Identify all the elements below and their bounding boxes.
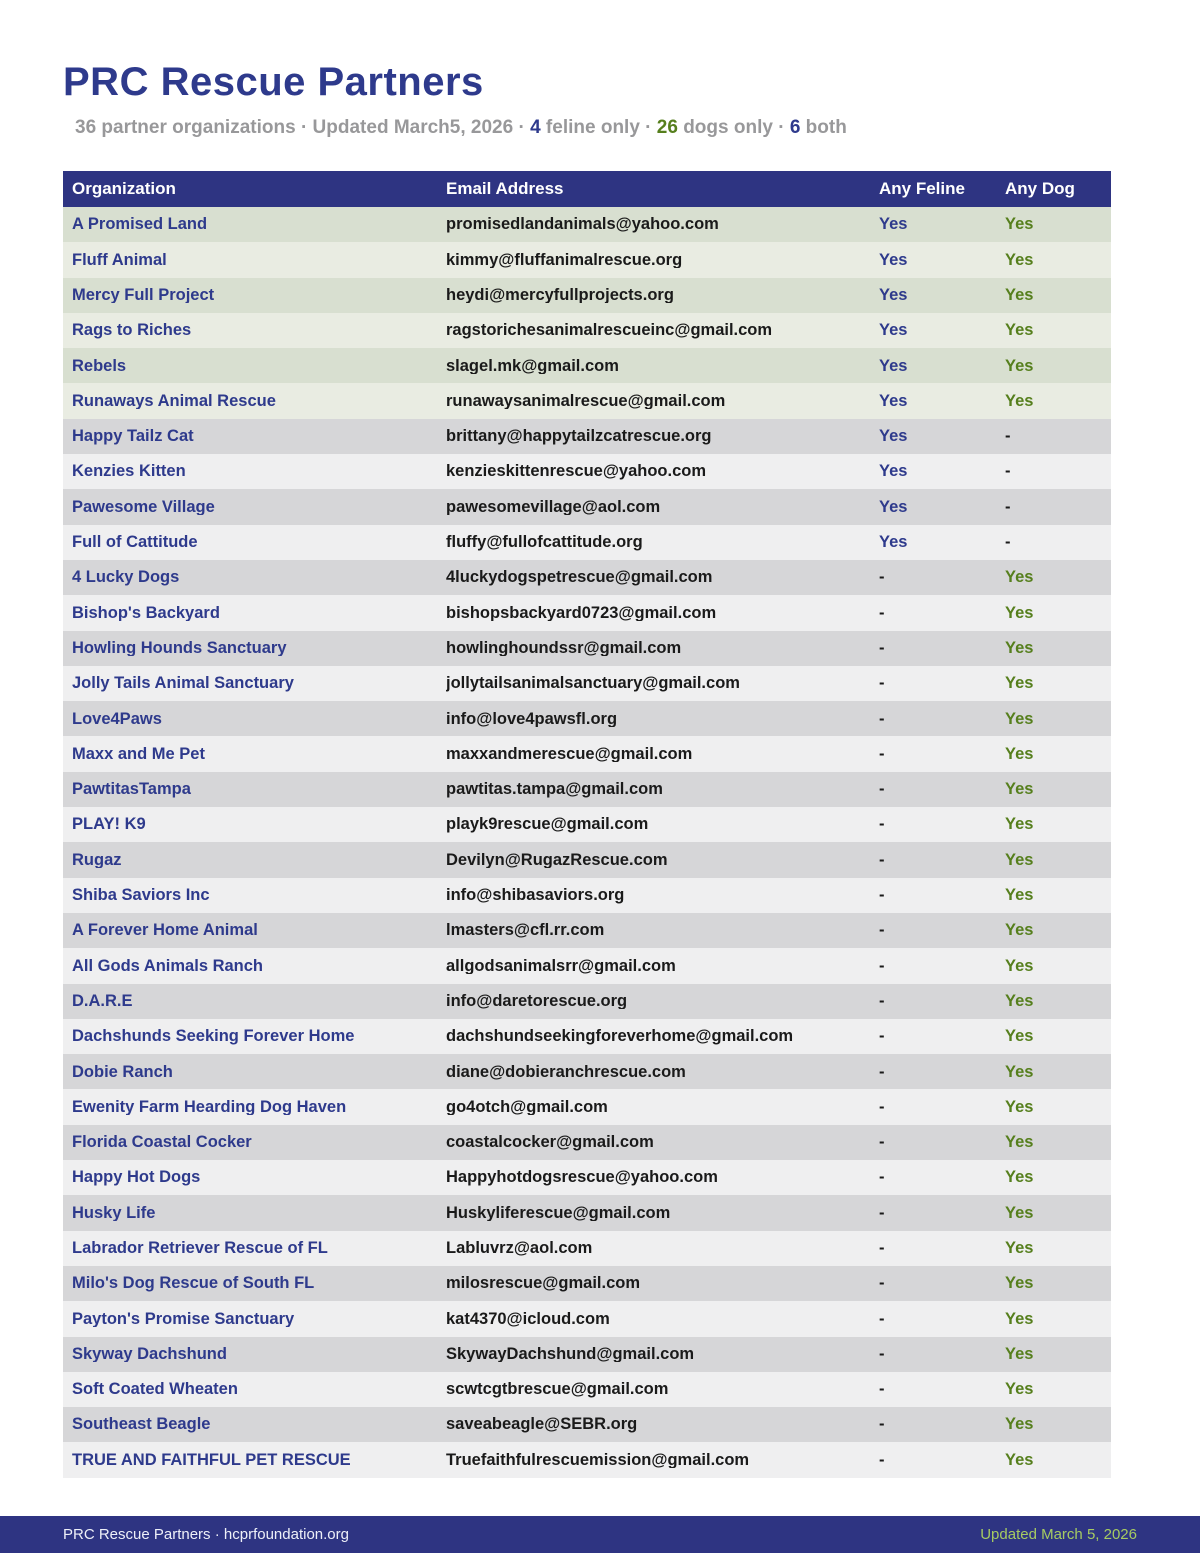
feline-cell: - [879, 604, 885, 622]
table-row [63, 1301, 1111, 1336]
dog-cell: Yes [1005, 1310, 1034, 1328]
feline-cell: - [879, 1310, 885, 1328]
feline-cell: - [879, 957, 885, 975]
table-row [63, 1054, 1111, 1089]
feline-cell: - [879, 710, 885, 728]
dog-cell: Yes [1005, 216, 1034, 233]
email-cell: allgodsanimalsrr@gmail.com [446, 957, 676, 975]
table-row [63, 984, 1111, 1019]
table-row [63, 1160, 1111, 1195]
org-cell: Labrador Retriever Rescue of FL [72, 1240, 328, 1257]
org-cell: Howling Hounds Sanctuary [72, 639, 287, 657]
email-cell: jollytailsanimalsanctuary@gmail.com [446, 675, 740, 692]
dog-cell: Yes [1005, 922, 1034, 939]
table-row [63, 1372, 1111, 1407]
dog-cell: Yes [1005, 1204, 1034, 1222]
email-cell: dachshundseekingforeverhome@gmail.com [446, 1028, 794, 1045]
dog-cell: Yes [1005, 781, 1034, 798]
email-cell: playk9rescue@gmail.com [446, 816, 649, 833]
table-row [63, 454, 1111, 489]
dog-cell: - [1005, 428, 1011, 445]
feline-cell: - [879, 1240, 885, 1257]
feline-cell: - [879, 675, 885, 692]
org-cell: A Forever Home Animal [72, 922, 258, 939]
org-cell: Shiba Saviors Inc [72, 887, 210, 904]
dog-cell: Yes [1005, 851, 1034, 869]
email-cell: pawesomevillage@aol.com [446, 498, 661, 516]
dog-cell: Yes [1005, 1169, 1034, 1186]
feline-cell: - [879, 639, 885, 657]
feline-cell: - [879, 922, 885, 939]
footer-updated-text: Updated March 5, 2026 [980, 1526, 1137, 1543]
table-row [63, 842, 1111, 877]
email-cell: go4otch@gmail.com [446, 1098, 608, 1116]
org-cell: Fluff Animal [72, 251, 167, 269]
org-cell: Full of Cattitude [72, 534, 198, 551]
table-row [63, 242, 1111, 277]
email-cell: milosrescue@gmail.com [446, 1275, 640, 1292]
email-cell: coastalcocker@gmail.com [446, 1134, 654, 1151]
org-cell: Husky Life [72, 1204, 156, 1222]
table-row [63, 878, 1111, 913]
table-row [63, 631, 1111, 666]
org-cell: Happy Tailz Cat [72, 428, 194, 445]
dog-cell: Yes [1005, 992, 1034, 1010]
dog-cell: - [1005, 463, 1011, 480]
org-cell: Love4Paws [72, 710, 162, 728]
email-cell: maxxandmerescue@gmail.com [446, 745, 693, 763]
page-subtitle [75, 117, 847, 139]
dog-cell: Yes [1005, 887, 1034, 904]
org-cell: Skyway Dachshund [72, 1345, 227, 1363]
email-cell: kat4370@icloud.com [446, 1310, 610, 1328]
org-cell: All Gods Animals Ranch [72, 957, 264, 975]
email-cell: fluffy@fullofcattitude.org [446, 534, 643, 551]
dog-cell: Yes [1005, 322, 1034, 339]
email-cell: Truefaithfulrescuemission@gmail.com [446, 1451, 750, 1469]
both-label: both [800, 117, 847, 138]
footer-left-text: PRC Rescue Partners · hcprfoundation.org [63, 1526, 349, 1543]
table-row [63, 1442, 1111, 1477]
feline-cell: - [879, 1028, 885, 1045]
dog-cell: Yes [1005, 1134, 1034, 1151]
email-cell: saveabeagle@SEBR.org [446, 1416, 638, 1433]
email-cell: runawaysanimalrescue@gmail.com [446, 392, 726, 410]
dog-cell: - [1005, 498, 1011, 516]
table-row [63, 1266, 1111, 1301]
table-row [63, 525, 1111, 560]
email-cell: pawtitas.tampa@gmail.com [446, 781, 663, 798]
dog-cell: Yes [1005, 1063, 1034, 1081]
org-cell: Payton's Promise Sanctuary [72, 1310, 295, 1328]
org-cell: Runaways Animal Rescue [72, 392, 276, 410]
dog-cell: Yes [1005, 710, 1034, 728]
feline-cell: - [879, 1063, 885, 1081]
dogs-only-label: dogs only · [677, 117, 790, 138]
feline-cell: - [879, 1275, 885, 1292]
feline-cell: Yes [879, 498, 908, 516]
dog-cell: Yes [1005, 1381, 1034, 1398]
feline-cell: Yes [879, 357, 908, 375]
email-cell: lmasters@cfl.rr.com [446, 922, 605, 939]
dog-cell: Yes [1005, 604, 1034, 622]
org-cell: Southeast Beagle [72, 1416, 211, 1433]
feline-cell: Yes [879, 216, 908, 233]
table-row [63, 489, 1111, 524]
email-cell: bishopsbackyard0723@gmail.com [446, 604, 717, 622]
email-cell: heydi@mercyfullprojects.org [446, 286, 674, 304]
feline-cell: Yes [879, 428, 908, 445]
feline-cell: - [879, 569, 885, 586]
column-header-organization: Organization [72, 179, 176, 198]
feline-cell: - [879, 745, 885, 763]
page-title: PRC Rescue Partners [63, 60, 484, 104]
org-cell: Bishop's Backyard [72, 604, 220, 622]
email-cell: howlinghoundssr@gmail.com [446, 639, 682, 657]
feline-cell: - [879, 1169, 885, 1186]
email-cell: Huskyliferescue@gmail.com [446, 1204, 671, 1222]
dog-cell: Yes [1005, 1240, 1034, 1257]
feline-cell: Yes [879, 463, 908, 480]
table-row [63, 560, 1111, 595]
table-row [63, 278, 1111, 313]
org-cell: Florida Coastal Cocker [72, 1134, 252, 1151]
subtitle-prefix: 36 partner organizations · Updated March5, 2026 · [75, 117, 531, 138]
email-cell: Labluvrz@aol.com [446, 1240, 593, 1257]
email-cell: SkywayDachshund@gmail.com [446, 1345, 695, 1363]
org-cell: Pawesome Village [72, 498, 215, 516]
feline-cell: - [879, 781, 885, 798]
feline-cell: - [879, 1204, 885, 1222]
email-cell: Happyhotdogsrescue@yahoo.com [446, 1169, 718, 1186]
dog-cell: Yes [1005, 1451, 1034, 1469]
org-cell: Ewenity Farm Hearding Dog Haven [72, 1098, 347, 1116]
org-cell: Soft Coated Wheaten [72, 1381, 238, 1398]
feline-only-label: feline only · [540, 117, 657, 138]
table-row [63, 419, 1111, 454]
dog-cell: Yes [1005, 1098, 1034, 1116]
feline-cell: - [879, 1381, 885, 1398]
dog-cell: Yes [1005, 639, 1034, 657]
dog-cell: Yes [1005, 1028, 1034, 1045]
dog-cell: Yes [1005, 1416, 1034, 1433]
email-cell: scwtcgtbrescue@gmail.com [446, 1381, 669, 1398]
feline-cell: - [879, 1098, 885, 1116]
partners-table [63, 171, 1111, 1478]
table-row [63, 772, 1111, 807]
feline-cell: - [879, 992, 885, 1010]
org-cell: 4 Lucky Dogs [72, 569, 180, 586]
dog-cell: Yes [1005, 675, 1034, 692]
table-row [63, 736, 1111, 771]
table-row [63, 313, 1111, 348]
feline-cell: - [879, 1416, 885, 1433]
table-row [63, 701, 1111, 736]
table-row [63, 666, 1111, 701]
org-cell: Dachshunds Seeking Forever Home [72, 1028, 355, 1045]
feline-cell: - [879, 887, 885, 904]
org-cell: Kenzies Kitten [72, 463, 186, 480]
dog-cell: Yes [1005, 392, 1034, 410]
column-header-any-dog: Any Dog [1005, 179, 1075, 198]
table-header-row [63, 171, 1111, 207]
column-header-any-feline: Any Feline [879, 179, 965, 198]
dog-cell: Yes [1005, 1275, 1034, 1292]
feline-cell: - [879, 1345, 885, 1363]
email-cell: slagel.mk@gmail.com [446, 357, 619, 375]
both-count: 6 [789, 117, 801, 138]
dogs-only-count: 26 [656, 117, 678, 138]
feline-cell: - [879, 851, 885, 869]
org-cell: D.A.R.E [72, 992, 133, 1010]
footer-bar [0, 1516, 1200, 1553]
org-cell: Dobie Ranch [72, 1063, 173, 1081]
email-cell: 4luckydogspetrescue@gmail.com [446, 569, 713, 586]
org-cell: Rags to Riches [72, 322, 192, 339]
dog-cell: Yes [1005, 357, 1034, 375]
email-cell: Devilyn@RugazRescue.com [446, 851, 668, 869]
org-cell: Milo's Dog Rescue of South FL [72, 1275, 315, 1292]
dog-cell: Yes [1005, 251, 1034, 269]
org-cell: Mercy Full Project [72, 286, 215, 304]
org-cell: Rebels [72, 357, 127, 375]
email-cell: kenzieskittenrescue@yahoo.com [446, 463, 707, 480]
table-body [63, 207, 1111, 1478]
table-row [63, 1407, 1111, 1442]
feline-only-count: 4 [530, 117, 541, 138]
org-cell: Jolly Tails Animal Sanctuary [72, 675, 294, 692]
table-row [63, 1231, 1111, 1266]
email-cell: promisedlandanimals@yahoo.com [446, 216, 719, 233]
table-row [63, 595, 1111, 630]
org-cell: Rugaz [72, 851, 122, 869]
dog-cell: Yes [1005, 745, 1034, 763]
feline-cell: Yes [879, 534, 908, 551]
table-row [63, 1125, 1111, 1160]
feline-cell: - [879, 816, 885, 833]
email-cell: kimmy@fluffanimalrescue.org [446, 251, 683, 269]
org-cell: TRUE AND FAITHFUL PET RESCUE [72, 1451, 351, 1469]
org-cell: A Promised Land [72, 216, 208, 233]
dog-cell: Yes [1005, 1345, 1034, 1363]
email-cell: brittany@happytailzcatrescue.org [446, 428, 712, 445]
dog-cell: Yes [1005, 286, 1034, 304]
dog-cell: Yes [1005, 569, 1034, 586]
table-row [63, 1089, 1111, 1124]
table-row [63, 1337, 1111, 1372]
email-cell: info@shibasaviors.org [446, 887, 625, 904]
feline-cell: - [879, 1451, 885, 1469]
column-header-email: Email Address [446, 179, 564, 198]
table-row [63, 1019, 1111, 1054]
feline-cell: Yes [879, 251, 908, 269]
feline-cell: - [879, 1134, 885, 1151]
org-cell: PawtitasTampa [72, 781, 191, 798]
dog-cell: Yes [1005, 816, 1034, 833]
table-row [63, 207, 1111, 242]
table-row [63, 913, 1111, 948]
table-row [63, 807, 1111, 842]
feline-cell: Yes [879, 286, 908, 304]
table-row [63, 948, 1111, 983]
email-cell: ragstorichesanimalrescueinc@gmail.com [446, 322, 773, 339]
feline-cell: Yes [879, 322, 908, 339]
table-row [63, 348, 1111, 383]
org-cell: PLAY! K9 [72, 816, 146, 833]
dog-cell: - [1005, 534, 1011, 551]
org-cell: Happy Hot Dogs [72, 1169, 201, 1186]
email-cell: info@daretorescue.org [446, 992, 628, 1010]
feline-cell: Yes [879, 392, 908, 410]
table-row [63, 383, 1111, 418]
table-row [63, 1195, 1111, 1230]
org-cell: Maxx and Me Pet [72, 745, 205, 763]
dog-cell: Yes [1005, 957, 1034, 975]
email-cell: diane@dobieranchrescue.com [446, 1063, 686, 1081]
email-cell: info@love4pawsfl.org [446, 710, 618, 728]
